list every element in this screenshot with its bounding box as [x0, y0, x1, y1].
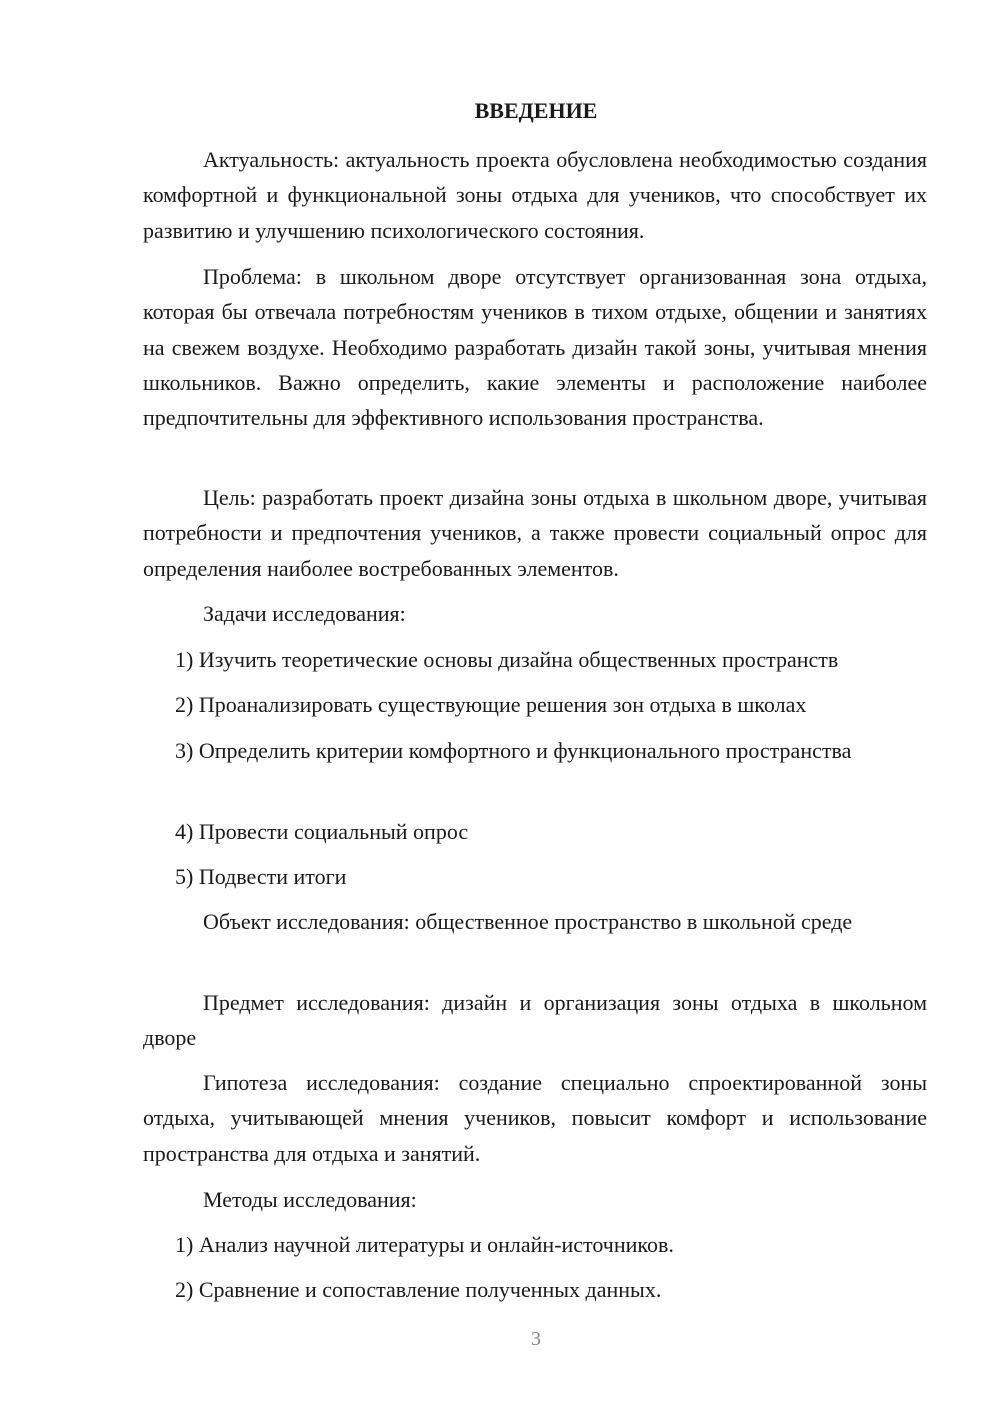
page-title: ВВЕДЕНИЕ — [474, 98, 598, 123]
paragraph-subject: Предмет исследования: дизайн и организация зоны отдыха в школьном дворе — [143, 990, 927, 1051]
method-item-1: 1) Анализ научной литературы и онлайн-источников. — [175, 1232, 674, 1257]
methods-heading: Методы исследования: — [203, 1187, 417, 1212]
paragraph-problem: Проблема: в школьном дворе отсутствует организованная зона отдыха, которая бы отвечала потребностям учеников в тихом отдыхе, общении и занятиях на свежем воздухе. Необходимо разработать дизайн такой зоны, учитывая мнения школьников. Важно определить, какие элементы и расположение наиболее предпочтительны для эффективного использования пространства. — [143, 264, 927, 431]
page-number: 3 — [531, 1328, 541, 1350]
task-item-2: 2) Проанализировать существующие решения зон отдыха в школах — [175, 692, 807, 717]
task-item-3: 3) Определить критерии комфортного и функционального пространства — [175, 738, 852, 763]
paragraph-goal: Цель: разработать проект дизайна зоны отдыха в школьном дворе, учитывая потребности и предпочтения учеников, а также провести социальный опрос для определения наиболее востребованных элементов. — [143, 485, 927, 581]
paragraph-object: Объект исследования: общественное пространство в школьной среде — [203, 909, 853, 934]
paragraph-hypothesis: Гипотеза исследования: создание специально спроектированной зоны отдыха, учитывающей мнения учеников, повысит комфорт и использование пространства для отдыха и занятий. — [143, 1070, 927, 1166]
paragraph-relevance: Актуальность: актуальность проекта обусловлена необходимостью создания комфортной и функциональной зоны отдыха для учеников, что способствует их развитию и улучшению психологического состояния. — [143, 147, 927, 243]
task-item-4: 4) Провести социальный опрос — [175, 819, 469, 844]
task-item-1: 1) Изучить теоретические основы дизайна общественных пространств — [175, 647, 839, 672]
method-item-2: 2) Сравнение и сопоставление полученных данных. — [175, 1277, 662, 1302]
task-item-5: 5) Подвести итоги — [175, 864, 347, 889]
tasks-heading: Задачи исследования: — [203, 601, 406, 626]
